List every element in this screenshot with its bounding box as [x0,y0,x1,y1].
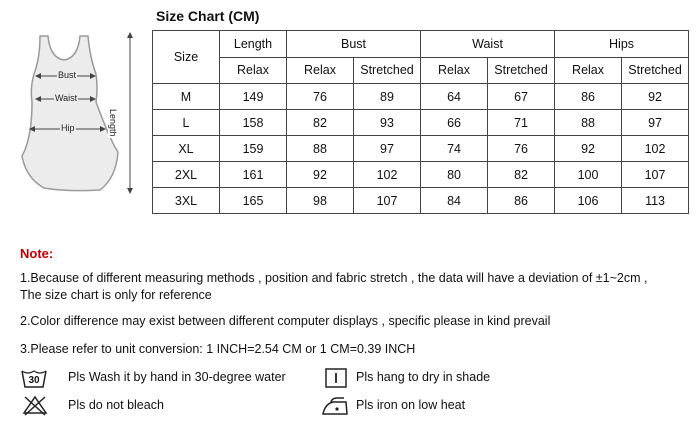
care-bleach-text: Pls do not bleach [68,398,164,412]
group-header-bust: Bust [287,31,421,58]
table-header-row [153,31,689,58]
value-cell: 149 [220,84,287,110]
care-hang-text: Pls hang to dry in shade [356,370,491,384]
value-cell: 84 [421,188,488,214]
note-1-line-a: 1.Because of different measuring methods , position and fabric stretch , the data will have a deviation of ±1~2cm , [20,271,648,285]
value-cell: 165 [220,188,287,214]
subheader-cell: Stretched [488,57,555,84]
hip-label: Hip [61,123,75,133]
subheader-cell: Stretched [622,57,689,84]
bust-label: Bust [58,70,77,80]
table-row [153,110,689,136]
value-cell: 66 [421,110,488,136]
hang-dry-icon [324,367,348,389]
dress-outline-illustration [18,28,140,198]
value-cell: 100 [555,162,622,188]
subheader-cell: Relax [421,57,488,84]
note-1 [20,270,647,304]
table-row [153,84,689,110]
value-cell: 82 [287,110,354,136]
size-cell: 3XL [153,188,220,214]
subheader-cell: Relax [220,57,287,84]
value-cell: 88 [555,110,622,136]
value-cell: 92 [555,136,622,162]
size-cell: XL [153,136,220,162]
value-cell: 113 [622,188,689,214]
note-2: 2.Color difference may exist between different computer displays , specific please in kind prevail [20,314,551,328]
size-cell: 2XL [153,162,220,188]
table-row [153,162,689,188]
dress-diagram [18,28,140,198]
value-cell: 159 [220,136,287,162]
note-3: 3.Please refer to unit conversion: 1 INCH=2.54 CM or 1 CM=0.39 INCH [20,342,416,356]
value-cell: 97 [354,136,421,162]
value-cell: 92 [287,162,354,188]
value-cell: 102 [622,136,689,162]
value-cell: 67 [488,84,555,110]
value-cell: 97 [622,110,689,136]
value-cell: 161 [220,162,287,188]
subheader-cell: Relax [555,57,622,84]
length-label: Length [108,109,118,137]
note-title: Note: [20,246,54,261]
value-cell: 92 [622,84,689,110]
care-iron-text: Pls iron on low heat [356,398,466,412]
no-bleach-icon [22,394,48,416]
care-wash-text: Pls Wash it by hand in 30-degree water [68,370,286,384]
value-cell: 64 [421,84,488,110]
size-header: Size [153,31,220,84]
value-cell: 102 [354,162,421,188]
note-1-line-b: The size chart is only for reference [20,288,212,302]
hand-wash-30-icon [20,367,48,389]
subheader-cell: Relax [287,57,354,84]
value-cell: 74 [421,136,488,162]
value-cell: 76 [488,136,555,162]
size-cell: M [153,84,220,110]
value-cell: 158 [220,110,287,136]
subheader-cell: Stretched [354,57,421,84]
table-row [153,188,689,214]
size-chart-table [152,30,689,214]
value-cell: 98 [287,188,354,214]
iron-low-heat-icon [320,395,350,417]
value-cell: 106 [555,188,622,214]
size-cell: L [153,110,220,136]
value-cell: 71 [488,110,555,136]
value-cell: 89 [354,84,421,110]
group-header-waist: Waist [421,31,555,58]
value-cell: 93 [354,110,421,136]
value-cell: 107 [622,162,689,188]
value-cell: 80 [421,162,488,188]
value-cell: 86 [555,84,622,110]
value-cell: 107 [354,188,421,214]
table-row [153,136,689,162]
wash-temperature: 30 [28,375,40,386]
waist-label: Waist [55,93,78,103]
value-cell: 86 [488,188,555,214]
size-chart-title: Size Chart (CM) [156,8,260,24]
value-cell: 76 [287,84,354,110]
group-header-hips: Hips [555,31,689,58]
value-cell: 88 [287,136,354,162]
group-header-length: Length [220,31,287,58]
table-subheader-row [153,57,689,84]
value-cell: 82 [488,162,555,188]
